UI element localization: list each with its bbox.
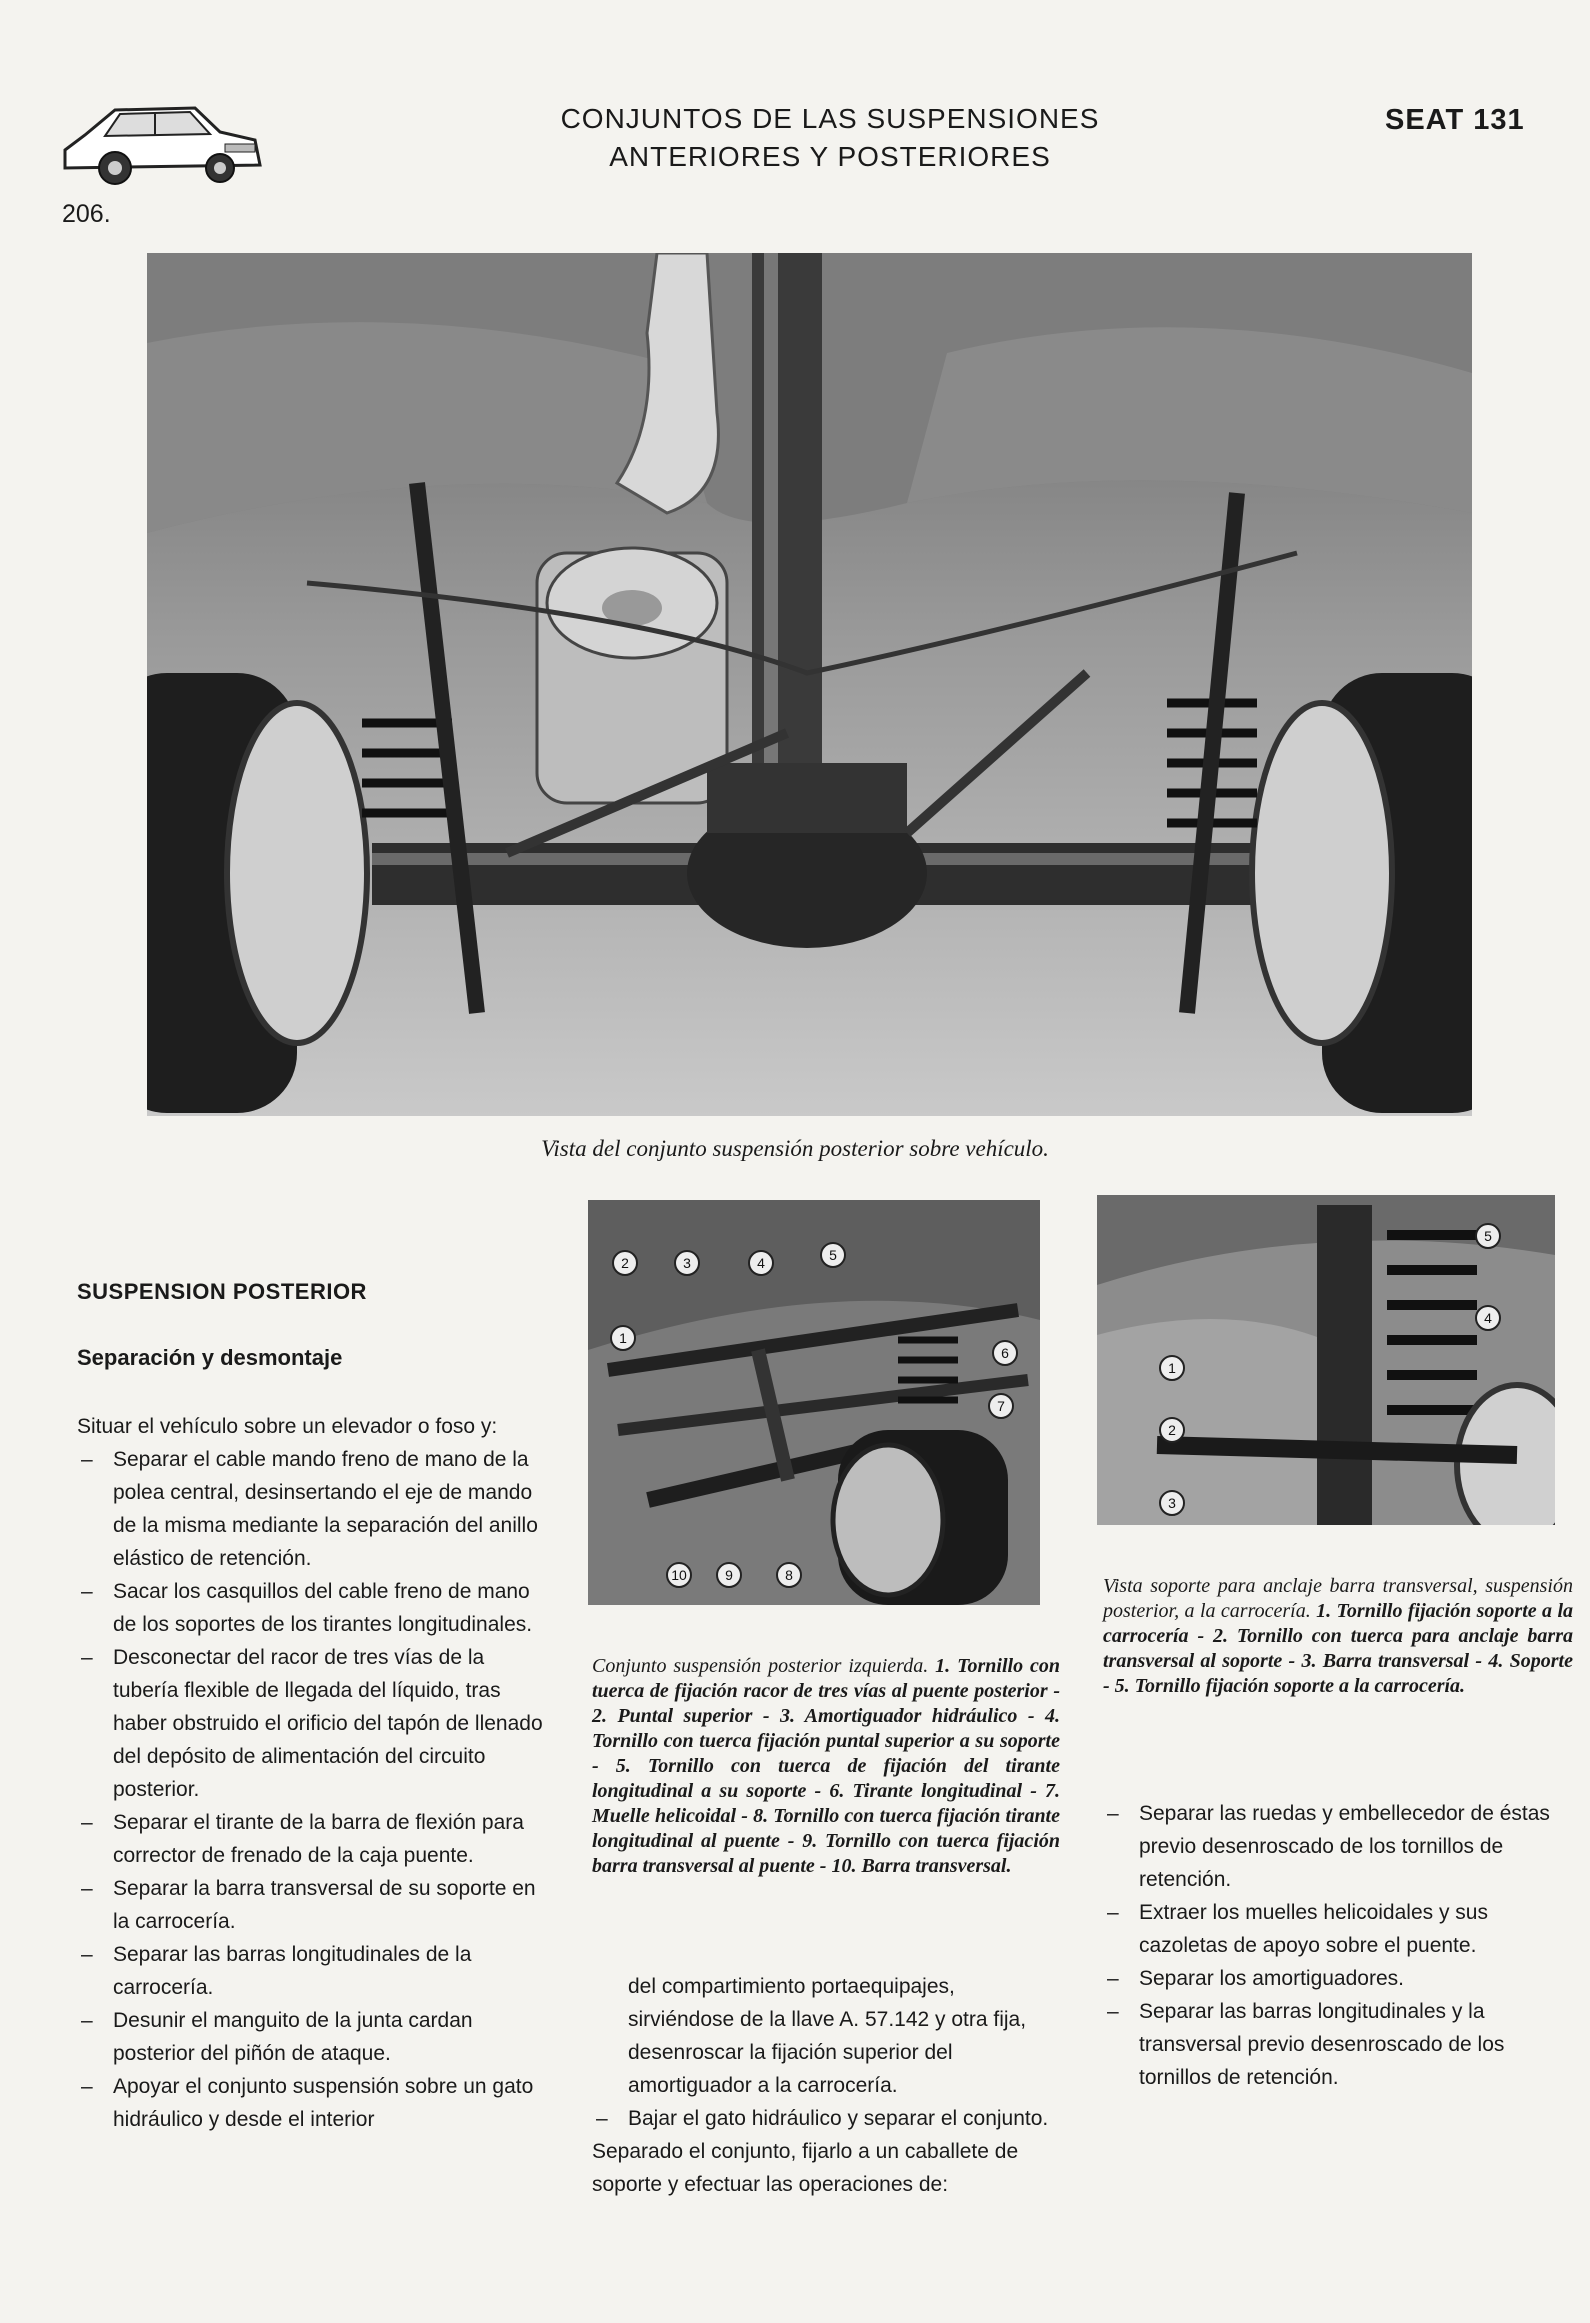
callout-1: 1 <box>610 1325 636 1351</box>
right-column <box>1103 1797 1573 2094</box>
right-bracket-photo <box>1097 1195 1555 1525</box>
page-title <box>420 100 1240 176</box>
callout-1: 1 <box>1159 1355 1185 1381</box>
right-steps-list <box>1103 1797 1573 2094</box>
middle-steps-list <box>592 2102 1062 2135</box>
list-item: – Separar la barra transversal de su soporte en la carrocería. <box>77 1872 549 1938</box>
main-photo-caption: Vista del conjunto suspensión posterior sobre vehículo. <box>541 1136 1049 1161</box>
callout-3: 3 <box>674 1250 700 1276</box>
callout-4: 4 <box>1475 1305 1501 1331</box>
list-item: – Separar los amortiguadores. <box>1103 1962 1573 1995</box>
main-suspension-photo <box>147 253 1472 1116</box>
list-item: – Separar las ruedas y embellecedor de éstas previo desenroscado de los tornillos de retención. <box>1103 1797 1573 1896</box>
callout-5: 5 <box>820 1242 846 1268</box>
right-photo-caption-body: 1. Tornillo fijación soporte a la carrocería - 2. Tornillo con tuerca para anclaje barra transversal al soporte - 3. Barra transversal - 4. Soporte - 5. Tornillo fijación soporte a la carrocería. <box>1103 1600 1574 1697</box>
callout-6: 6 <box>992 1340 1018 1366</box>
list-item: – Desconectar del racor de tres vías de la tubería flexible de llegada del líquido, tras haber obstruido el orificio del tapón de llenado del depósito de alimentación del circuito posterior. <box>77 1641 549 1806</box>
middle-column <box>592 1970 1062 2201</box>
list-item: – Separar las barras longitudinales de la carrocería. <box>77 1938 549 2004</box>
callout-2: 2 <box>1159 1417 1185 1443</box>
list-item: – Separar el tirante de la barra de flexión para corrector de frenado de la caja puente. <box>77 1806 549 1872</box>
left-photo-caption-body: 1. Tornillo con tuerca de fijación racor de tres vías al puente posterior - 2. Puntal superior - 3. Amortiguador hidráulico - 4. Tornillo con tuerca fijación puntal superior a su soporte - 5. Tornillo con tuerca de fijación del tirante longitudinal a su soporte - 6. Tirante longitudinal - 7. Muelle helicoidal - 8. Tornillo con tuerca fijación tirante longitudinal al puente - 9. Tornillo con tuerca fijación barra transversal al puente - 10. Barra transversal. <box>592 1655 1061 1877</box>
list-item: – Desunir el manguito de la junta cardan posterior del piñón de ataque. <box>77 2004 549 2070</box>
list-item: – Separar el cable mando freno de mano de la polea central, desinsertando el eje de mando de la misma mediante la separación del anillo elástico de retención. <box>77 1443 549 1575</box>
right-photo-caption-lead: Vista soporte para anclaje barra transversal, suspensión posterior, a la carrocería. <box>1103 1575 1573 1622</box>
left-suspension-photo <box>588 1200 1040 1605</box>
callout-5: 5 <box>1475 1223 1501 1249</box>
callout-10: 10 <box>666 1562 692 1588</box>
car-icon <box>55 80 265 195</box>
left-photo-caption <box>592 1654 1060 1879</box>
list-item: – Bajar el gato hidráulico y separar el conjunto. <box>592 2102 1062 2135</box>
right-photo-caption <box>1103 1574 1573 1699</box>
section-heading: SUSPENSION POSTERIOR <box>77 1279 367 1304</box>
callout-4: 4 <box>748 1250 774 1276</box>
left-photo-caption-lead: Conjunto suspensión posterior izquierda. <box>592 1655 929 1677</box>
intro-paragraph: Situar el vehículo sobre un elevador o foso y: <box>77 1415 498 1438</box>
callout-9: 9 <box>716 1562 742 1588</box>
list-item: – Separar las barras longitudinales y la transversal previo desenroscado de los tornillos de retención. <box>1103 1995 1573 2094</box>
page-title-line2: ANTERIORES Y POSTERIORES <box>609 141 1051 172</box>
callout-2: 2 <box>612 1250 638 1276</box>
list-item: – Apoyar el conjunto suspensión sobre un gato hidráulico y desde el interior <box>77 2070 549 2136</box>
callout-7: 7 <box>988 1393 1014 1419</box>
page-title-line1: CONJUNTOS DE LAS SUSPENSIONES <box>560 103 1100 134</box>
page-number: 206. <box>62 200 111 228</box>
middle-closing: Separado el conjunto, fijarlo a un caballete de soporte y efectuar las operaciones de: <box>592 2140 1019 2196</box>
list-item: – Sacar los casquillos del cable freno de mano de los soportes de los tirantes longitudinales. <box>77 1575 549 1641</box>
brand-label: SEAT 131 <box>1385 104 1525 136</box>
middle-continuation: del compartimiento portaequipajes, sirviéndose de la llave A. 57.142 y otra fija, desenroscar la fijación superior del amortiguador a la carrocería. <box>628 1975 1027 2097</box>
list-item: – Extraer los muelles helicoidales y sus cazoletas de apoyo sobre el puente. <box>1103 1896 1573 1962</box>
callout-3: 3 <box>1159 1490 1185 1516</box>
left-column <box>77 1410 549 2136</box>
section-subheading: Separación y desmontaje <box>77 1345 343 1370</box>
left-steps-list <box>77 1443 549 2136</box>
callout-8: 8 <box>776 1562 802 1588</box>
